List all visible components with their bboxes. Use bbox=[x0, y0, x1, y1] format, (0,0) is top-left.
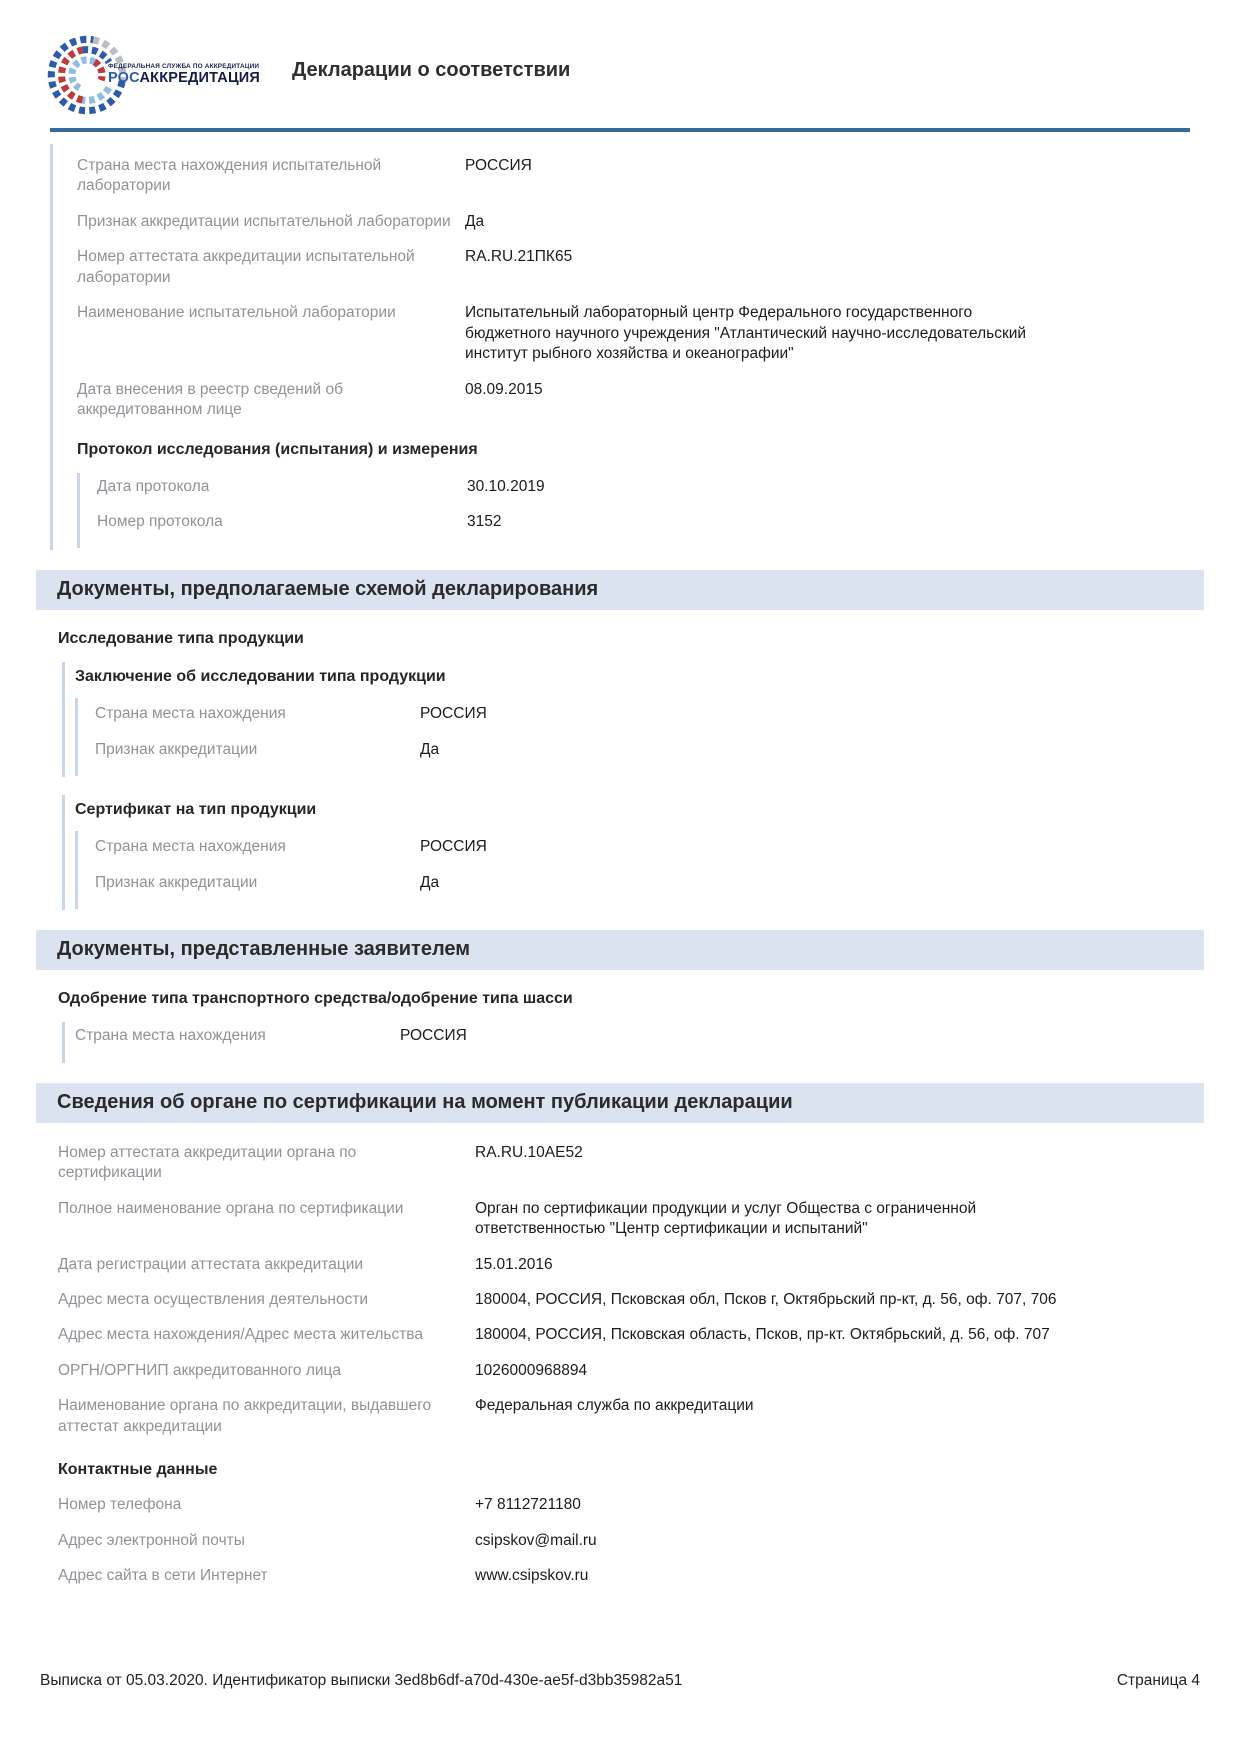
testing-lab-block bbox=[50, 144, 1190, 550]
field-label: Адрес сайта в сети Интернет bbox=[58, 1567, 268, 1585]
certification-body-section bbox=[58, 1143, 1190, 1587]
subsection-heading: Сертификат на тип продукции bbox=[75, 801, 317, 819]
field-label: Адрес места нахождения/Адрес места жительства bbox=[58, 1326, 423, 1344]
field-label: Страна места нахождения bbox=[95, 705, 286, 723]
page-footer bbox=[40, 1672, 1200, 1690]
contacts-heading: Контактные данные bbox=[58, 1461, 218, 1479]
table-row bbox=[77, 380, 1190, 421]
website-value: www.csipskov.ru bbox=[475, 1567, 589, 1585]
field-label: Страна места нахождения bbox=[75, 1027, 266, 1045]
field-label: Страна места нахождения испытательной лаборатории bbox=[77, 157, 382, 195]
logo-title-accreditation: АККРЕДИТАЦИЯ bbox=[139, 70, 261, 87]
field-value: 08.09.2015 bbox=[465, 380, 543, 398]
subsection-rows bbox=[75, 698, 1190, 776]
table-row bbox=[77, 156, 1190, 197]
field-label: Дата внесения в реестр сведений об аккредитованном лице bbox=[77, 380, 343, 419]
field-label: Признак аккредитации bbox=[95, 740, 258, 758]
field-value: 3152 bbox=[467, 512, 502, 530]
field-value: РОССИЯ bbox=[420, 705, 487, 723]
subsection-type-research-conclusion bbox=[62, 662, 1190, 777]
table-row bbox=[58, 1290, 1190, 1310]
field-label: Полное наименование органа по сертификации bbox=[58, 1199, 404, 1217]
subsection-vehicle-approval-rows bbox=[62, 1022, 1190, 1062]
table-row bbox=[97, 512, 1190, 532]
logo-title bbox=[108, 70, 260, 87]
field-value: 1026000968894 bbox=[475, 1361, 588, 1379]
applicant-docs-section bbox=[58, 990, 1190, 1062]
table-row bbox=[95, 740, 1190, 760]
phone-number-value: +7 8112721180 bbox=[475, 1496, 581, 1514]
field-value: 180004, РОССИЯ, Псковская обл, Псков г, Октябрьский пр-кт, д. 56, оф. 707, 706 bbox=[475, 1290, 1057, 1308]
table-row bbox=[77, 212, 1190, 232]
field-value: РОССИЯ bbox=[465, 157, 532, 174]
subsection-heading: Заключение об исследовании типа продукции bbox=[75, 668, 446, 686]
table-row bbox=[97, 477, 1190, 497]
field-value: Да bbox=[420, 873, 440, 891]
table-row bbox=[75, 1026, 1190, 1046]
table-row bbox=[95, 837, 1190, 857]
logo-wordmark bbox=[108, 63, 260, 87]
table-row bbox=[77, 247, 1190, 288]
field-label: Номер телефона bbox=[58, 1496, 182, 1514]
field-value: RA.RU.21ПК65 bbox=[465, 248, 573, 266]
page-title: Декларации о соответствии bbox=[292, 58, 571, 81]
field-value: Да bbox=[465, 212, 485, 230]
table-row bbox=[58, 1531, 1190, 1551]
subsection-type-certificate bbox=[62, 795, 1190, 910]
field-label: Номер аттестата аккредитации органа по сертификации bbox=[58, 1143, 357, 1182]
group-heading-product-type-research: Исследование типа продукции bbox=[58, 630, 304, 648]
table-row bbox=[58, 1495, 1190, 1515]
field-label: Признак аккредитации испытательной лаборатории bbox=[77, 212, 451, 230]
table-row bbox=[58, 1361, 1190, 1381]
rosaccreditation-logo bbox=[40, 28, 260, 122]
section-header-applicant-docs: Документы, представленные заявителем bbox=[36, 930, 1204, 970]
field-label: Номер аттестата аккредитации испытательной лаборатории bbox=[77, 248, 415, 286]
page-header bbox=[0, 0, 1240, 122]
field-label: Номер протокола bbox=[97, 512, 223, 530]
table-row bbox=[58, 1396, 1190, 1437]
field-label: Адрес электронной почты bbox=[58, 1531, 245, 1549]
table-row bbox=[58, 1566, 1190, 1586]
extract-identifier: Выписка от 05.03.2020. Идентификатор выписки 3ed8b6df-a70d-430e-ae5f-d3bb35982a51 bbox=[40, 1672, 683, 1689]
field-value: 30.10.2019 bbox=[467, 477, 545, 495]
email-value: csipskov@mail.ru bbox=[475, 1531, 597, 1549]
protocol-heading: Протокол исследования (испытания) и измерения bbox=[77, 440, 478, 458]
table-row bbox=[95, 704, 1190, 724]
header-divider-rule bbox=[50, 128, 1190, 132]
table-row bbox=[77, 303, 1190, 364]
field-value: RA.RU.10AE52 bbox=[475, 1143, 583, 1161]
table-row bbox=[95, 873, 1190, 893]
protocol-block bbox=[77, 473, 1190, 549]
declaration-scheme-docs-section bbox=[58, 630, 1190, 910]
section-header-declaration-scheme-docs: Документы, предполагаемые схемой декларирования bbox=[36, 570, 1204, 610]
field-label: Наименование органа по аккредитации, выдавшего аттестат аккредитации bbox=[58, 1397, 432, 1435]
subsection-rows bbox=[75, 831, 1190, 909]
field-label: Дата протокола bbox=[97, 477, 210, 495]
table-row bbox=[58, 1199, 1190, 1240]
logo-title-ros: РОС bbox=[108, 70, 140, 87]
field-label: Страна места нахождения bbox=[95, 838, 286, 856]
field-value: Испытательный лабораторный центр Федерального государственного бюджетного научного учреждения "Атлантический научно-исследовательский институт рыбного хозяйства и океанографии" bbox=[465, 304, 1027, 363]
field-value: РОССИЯ bbox=[420, 838, 487, 856]
field-label: ОРГН/ОРГНИП аккредитованного лица bbox=[58, 1361, 342, 1379]
logo-agency-name: ФЕДЕРАЛЬНАЯ СЛУЖБА ПО АККРЕДИТАЦИИ bbox=[108, 63, 260, 71]
field-value: РОССИЯ bbox=[400, 1027, 467, 1045]
group-heading-vehicle-type-approval: Одобрение типа транспортного средства/одобрение типа шасси bbox=[58, 990, 573, 1008]
table-row bbox=[58, 1325, 1190, 1345]
page-number: Страница 4 bbox=[1116, 1672, 1200, 1689]
section-header-certification-body: Сведения об органе по сертификации на момент публикации декларации bbox=[36, 1083, 1204, 1123]
field-value: Орган по сертификации продукции и услуг Общества с ограниченной ответственностью "Центр сертификации и испытаний" bbox=[475, 1199, 977, 1238]
field-value: Федеральная служба по аккредитации bbox=[475, 1397, 754, 1415]
field-value: Да bbox=[420, 740, 440, 758]
table-row bbox=[58, 1143, 1190, 1184]
field-label: Наименование испытательной лаборатории bbox=[77, 304, 396, 322]
field-label: Адрес места осуществления деятельности bbox=[58, 1290, 369, 1308]
field-label: Дата регистрации аттестата аккредитации bbox=[58, 1255, 364, 1273]
field-value: 180004, РОССИЯ, Псковская область, Псков, пр-кт. Октябрьский, д. 56, оф. 707 bbox=[475, 1326, 1050, 1344]
field-label: Признак аккредитации bbox=[95, 873, 258, 891]
field-value: 15.01.2016 bbox=[475, 1255, 553, 1273]
table-row bbox=[58, 1255, 1190, 1275]
